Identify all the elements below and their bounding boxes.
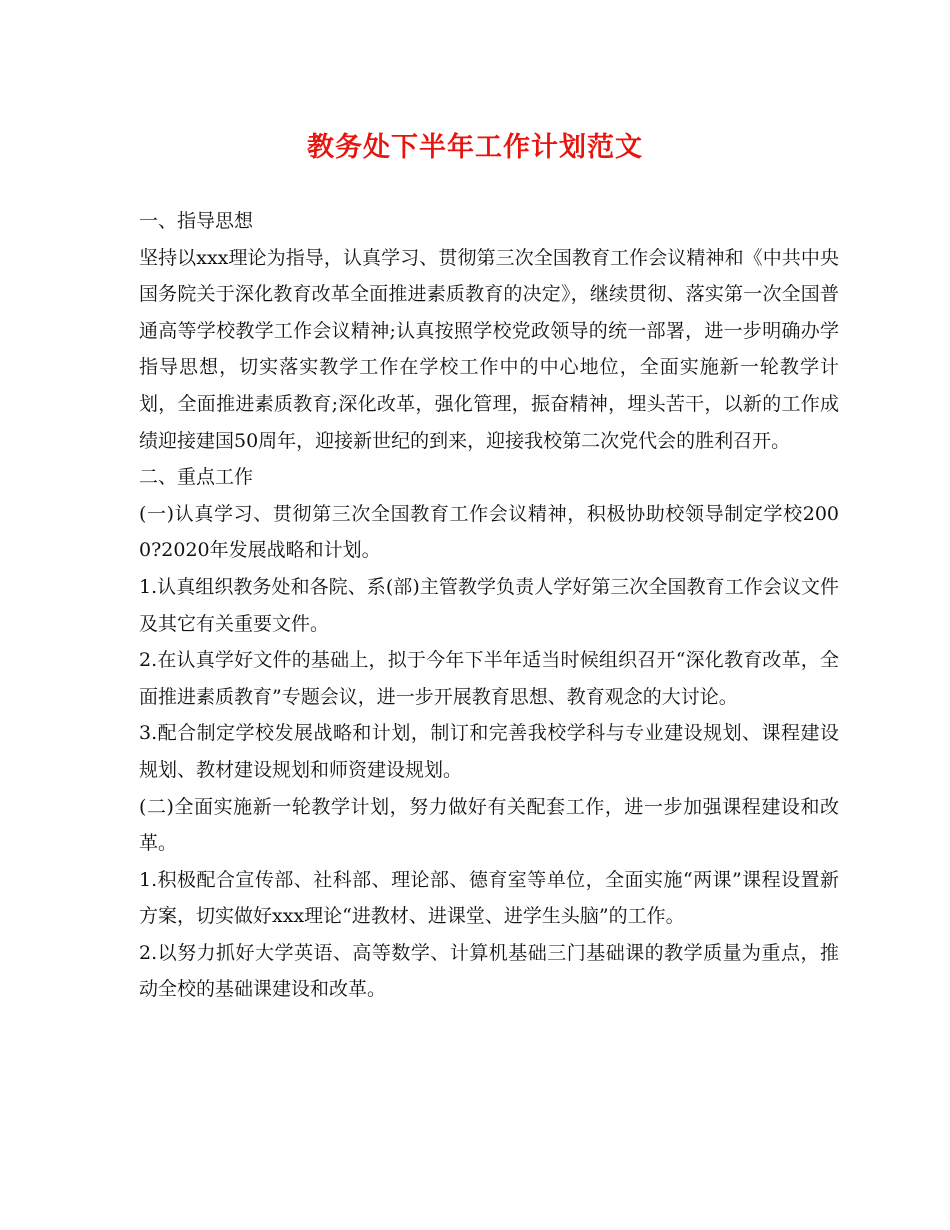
list-item: 1.认真组织教务处和各院、系(部)主管教学负责人学好第三次全国教育工作会议文件及其它有关重要文件。 (139, 575, 839, 635)
list-item: 3.配合制定学校发展战略和计划，制订和完善我校学科与专业建设规划、课程建设规划、教材建设规划和师资建设规划。 (139, 722, 839, 781)
subsection-heading-1: (一)认真学习、贯彻第三次全国教育工作会议精神，积极协助校领导制定学校2000?2020年发展战略和计划。 (139, 502, 839, 562)
list-item: 2.以努力抓好大学英语、高等数学、计算机基础三门基础课的教学质量为重点，推动全校的基础课建设和改革。 (139, 941, 839, 1001)
document-title: 教务处下半年工作计划范文 (307, 132, 643, 163)
subsection-heading-2: (二)全面实施新一轮教学计划，努力做好有关配套工作，进一步加强课程建设和改革。 (139, 795, 839, 855)
section-heading-guiding-ideology: 一、指导思想 (139, 210, 254, 232)
section-heading-key-work: 二、重点工作 (139, 466, 254, 489)
paragraph-guiding-ideology: 坚持以xxx理论为指导，认真学习、贯彻第三次全国教育工作会议精神和《中共中央国务院关于深化教育改革全面推进素质教育的决定》，继续贯彻、落实第一次全国普通高等学校教学工作会议精神;认真按照学校党政领导的统一部署，进一步明确办学指导思想，切实落实教学工作在学校工作中的中心地位，全面实施新一轮教学计划，全面推进素质教育;深化改革，强化管理，振奋精神，埋头苦干，以新的工作成绩迎接建国50周年，迎接新世纪的到来，迎接我校第二次党代会的胜利召开。 (139, 246, 839, 452)
list-item: 1.积极配合宣传部、社科部、理论部、德育室等单位，全面实施“两课”课程设置新方案，切实做好xxx理论“进教材、进课堂、进学生头脑”的工作。 (139, 868, 839, 928)
list-item: 2.在认真学好文件的基础上，拟于今年下半年适当时候组织召开“深化教育改革，全面推进素质教育”专题会议，进一步开展教育思想、教育观念的大讨论。 (139, 649, 839, 708)
document-body (139, 203, 839, 1008)
